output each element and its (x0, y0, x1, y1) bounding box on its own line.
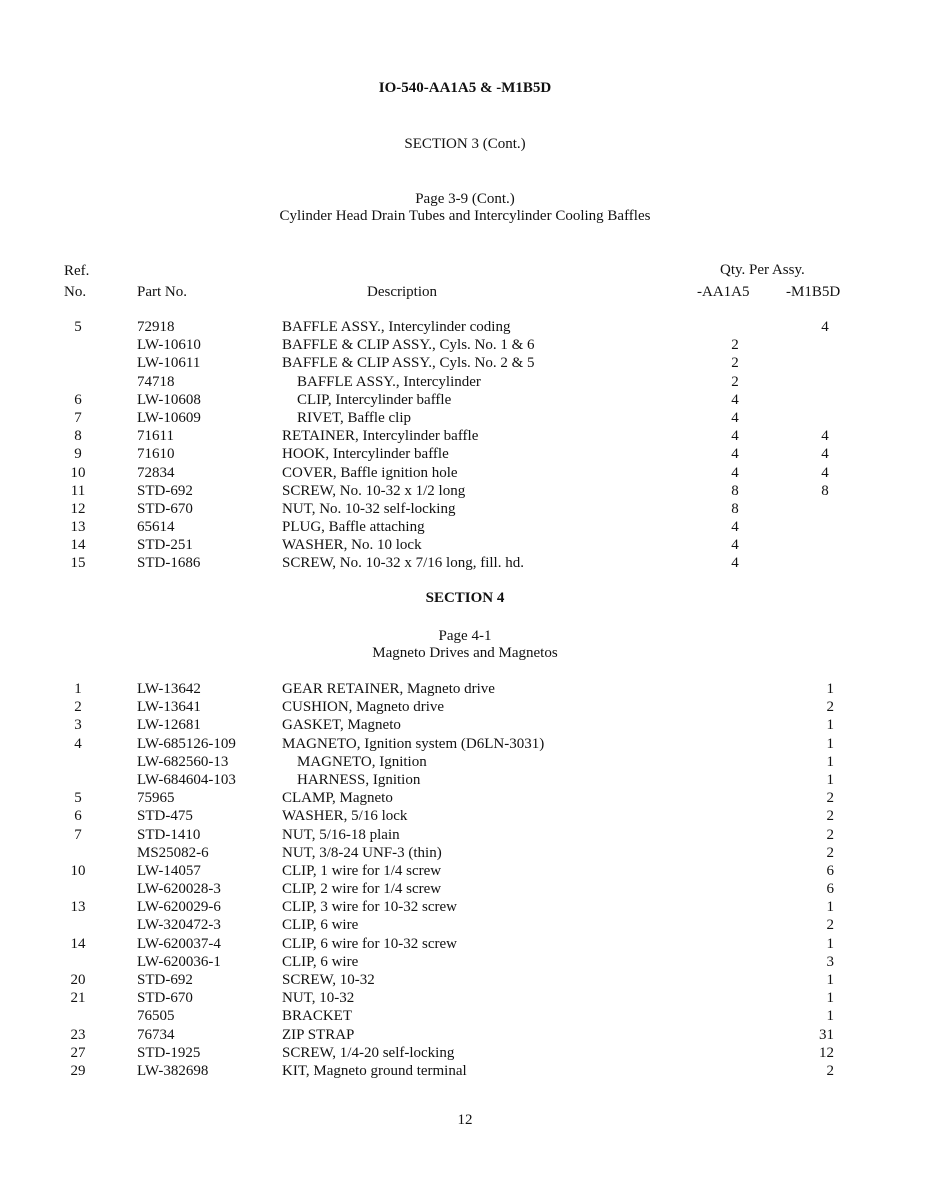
ref-number: 10 (70, 862, 86, 879)
part-number: STD-251 (137, 537, 193, 554)
section-3-subtitle: Cylinder Head Drain Tubes and Intercylinder Cooling Baffles (279, 208, 651, 224)
table-row (0, 680, 930, 698)
table-row (0, 373, 930, 391)
ref-number: 4 (74, 735, 82, 752)
part-description: HOOK, Intercylinder baffle (282, 446, 449, 463)
part-number: STD-475 (137, 808, 193, 825)
qty: 1 (826, 735, 834, 752)
ref-number: 5 (74, 319, 82, 335)
qty: 31 (819, 1026, 834, 1043)
table-row (0, 916, 930, 934)
ref-number: 13 (70, 899, 86, 916)
part-number: STD-1410 (137, 826, 201, 843)
qty: 2 (826, 790, 834, 807)
table-row (0, 989, 930, 1007)
table-row (0, 826, 930, 844)
ref-number: 5 (74, 790, 82, 807)
description-header: Description (367, 284, 437, 300)
ref-number: 14 (70, 935, 86, 952)
table-row (0, 1062, 930, 1080)
part-number: STD-692 (137, 972, 193, 988)
part-number: LW-320472-3 (137, 917, 221, 934)
part-number: STD-692 (137, 482, 193, 499)
qty: 1 (826, 935, 834, 952)
part-number: 75965 (137, 790, 175, 807)
part-description: NUT, 3/8-24 UNF-3 (thin) (282, 844, 442, 861)
qty-aa1a5: 4 (731, 446, 739, 463)
part-description: SCREW, No. 10-32 x 7/16 long, fill. hd. (282, 555, 524, 572)
table-row (0, 1007, 930, 1025)
qty-m1b5d: 4 (821, 446, 829, 463)
part-number: STD-1686 (137, 555, 201, 572)
table-row (0, 500, 930, 518)
part-description: CLIP, Intercylinder baffle (297, 391, 452, 408)
ref-number: 3 (74, 717, 82, 734)
section-4-page-ref: Page 4-1 (438, 628, 492, 644)
part-description: MAGNETO, Ignition system (D6LN-3031) (282, 735, 545, 752)
table-row (0, 789, 930, 807)
part-description: CLIP, 3 wire for 10-32 screw (282, 899, 457, 916)
ref-number: 11 (70, 482, 86, 499)
part-number: LW-13642 (137, 681, 201, 697)
ref-number: 2 (74, 699, 82, 716)
section-3-heading: SECTION 3 (Cont.) (404, 136, 526, 152)
part-number: LW-620028-3 (137, 881, 221, 898)
part-description: CLAMP, Magneto (282, 790, 393, 807)
part-description: CLIP, 1 wire for 1/4 screw (282, 862, 442, 879)
qty: 2 (826, 808, 834, 825)
table-row (0, 336, 930, 354)
table-row (0, 880, 930, 898)
qty: 1 (826, 990, 834, 1007)
part-number: LW-13641 (137, 699, 201, 716)
table-row (0, 716, 930, 734)
table-row (0, 862, 930, 880)
part-description: NUT, 10-32 (282, 990, 355, 1007)
part-number: STD-670 (137, 990, 193, 1007)
part-description: BAFFLE ASSY., Intercylinder coding (282, 319, 511, 335)
part-number: STD-670 (137, 500, 193, 517)
ref-number: 13 (70, 519, 86, 536)
qty: 2 (826, 1062, 834, 1079)
ref-number: 12 (70, 500, 86, 517)
qty-aa1a5: 2 (731, 373, 739, 390)
part-description: BAFFLE ASSY., Intercylinder (297, 373, 481, 390)
ref-number: 29 (70, 1062, 86, 1079)
part-number: LW-14057 (137, 862, 201, 879)
part-no-header: Part No. (137, 284, 187, 300)
part-number: STD-1925 (137, 1044, 201, 1061)
qty-aa1a5: 4 (731, 391, 739, 408)
table-row (0, 409, 930, 427)
qty: 2 (826, 826, 834, 843)
part-number: LW-10611 (137, 355, 201, 372)
qty: 2 (826, 844, 834, 861)
qty-aa1a5: 4 (731, 537, 739, 554)
qty: 1 (826, 771, 834, 788)
qty: 6 (826, 862, 834, 879)
part-description: ZIP STRAP (282, 1026, 355, 1043)
table-row (0, 518, 930, 536)
part-description: BRACKET (282, 1008, 353, 1025)
qty-aa1a5: 2 (731, 337, 739, 354)
part-number: LW-620029-6 (137, 899, 221, 916)
part-description: PLUG, Baffle attaching (282, 519, 425, 536)
table-row (0, 753, 930, 771)
document-title: IO-540-AA1A5 & -M1B5D (378, 80, 552, 96)
part-number: 71611 (137, 428, 174, 445)
table-row (0, 318, 930, 336)
qty: 1 (826, 753, 834, 770)
qty-aa1a5: 4 (731, 519, 739, 536)
part-description: NUT, 5/16-18 plain (282, 826, 400, 843)
table-row (0, 935, 930, 953)
qty: 1 (826, 972, 834, 988)
part-description: BAFFLE & CLIP ASSY., Cyls. No. 1 & 6 (282, 337, 535, 354)
qty-aa1a5: 8 (731, 500, 739, 517)
part-description: MAGNETO, Ignition (297, 753, 427, 770)
table-row (0, 445, 930, 463)
ref-number: 9 (74, 446, 82, 463)
ref-number: 1 (74, 681, 82, 697)
ref-header-line2: No. (64, 284, 87, 300)
qty: 2 (826, 699, 834, 716)
part-description: RIVET, Baffle clip (297, 409, 411, 426)
part-number: 76734 (137, 1026, 175, 1043)
part-number: LW-620037-4 (137, 935, 221, 952)
table-row (0, 391, 930, 409)
part-description: RETAINER, Intercylinder baffle (282, 428, 479, 445)
qty: 12 (819, 1044, 834, 1061)
part-number: LW-620036-1 (137, 953, 221, 970)
table-row (0, 554, 930, 572)
ref-header-line1: Ref. (64, 263, 90, 279)
part-description: SCREW, No. 10-32 x 1/2 long (282, 482, 466, 499)
ref-number: 14 (70, 537, 86, 554)
part-description: SCREW, 1/4-20 self-locking (282, 1044, 455, 1061)
part-description: WASHER, 5/16 lock (282, 808, 408, 825)
ref-number: 10 (70, 464, 86, 481)
table-row (0, 807, 930, 825)
part-description: WASHER, No. 10 lock (282, 537, 422, 554)
part-description: COVER, Baffle ignition hole (282, 464, 458, 481)
table-row (0, 354, 930, 372)
qty-header: Qty. Per Assy. (720, 262, 805, 278)
table-row (0, 735, 930, 753)
part-number: LW-10610 (137, 337, 201, 354)
page-number: 12 (457, 1112, 473, 1128)
table-row (0, 427, 930, 445)
ref-number: 27 (70, 1044, 86, 1061)
part-number: MS25082-6 (137, 844, 209, 861)
table-row (0, 844, 930, 862)
part-description: HARNESS, Ignition (297, 771, 421, 788)
qty-aa1a5: 4 (731, 428, 739, 445)
part-number: LW-682560-13 (137, 753, 229, 770)
part-number: LW-10609 (137, 409, 201, 426)
qty-aa1a5: 4 (731, 555, 739, 572)
qty-m1b5d: 8 (821, 482, 829, 499)
part-number: 72918 (137, 319, 175, 335)
section-4-subtitle: Magneto Drives and Magnetos (372, 645, 558, 661)
qty: 2 (826, 917, 834, 934)
part-description: BAFFLE & CLIP ASSY., Cyls. No. 2 & 5 (282, 355, 535, 372)
ref-number: 8 (74, 428, 82, 445)
ref-number: 21 (70, 990, 86, 1007)
part-description: CUSHION, Magneto drive (282, 699, 445, 716)
qty: 6 (826, 881, 834, 898)
section-4-heading: SECTION 4 (425, 590, 505, 606)
part-description: CLIP, 2 wire for 1/4 screw (282, 881, 442, 898)
ref-number: 20 (70, 972, 86, 988)
aa1a5-header: -AA1A5 (697, 284, 750, 300)
table-row (0, 482, 930, 500)
part-number: LW-12681 (137, 717, 201, 734)
qty-aa1a5: 8 (731, 482, 739, 499)
qty-m1b5d: 4 (821, 464, 829, 481)
part-number: LW-685126-109 (137, 735, 236, 752)
part-description: SCREW, 10-32 (282, 972, 375, 988)
qty: 3 (826, 953, 834, 970)
qty: 1 (826, 717, 834, 734)
part-description: CLIP, 6 wire (282, 917, 359, 934)
qty: 1 (826, 899, 834, 916)
section-3-page-ref: Page 3-9 (Cont.) (415, 191, 515, 207)
part-description: CLIP, 6 wire for 10-32 screw (282, 935, 457, 952)
part-description: GASKET, Magneto (282, 717, 401, 734)
table-row (0, 1044, 930, 1062)
part-number: LW-684604-103 (137, 771, 236, 788)
qty: 1 (826, 1008, 834, 1025)
qty-m1b5d: 4 (821, 428, 829, 445)
ref-number: 7 (74, 409, 82, 426)
table-row (0, 1026, 930, 1044)
section-4-parts-list (0, 680, 930, 1080)
table-row (0, 953, 930, 971)
part-description: KIT, Magneto ground terminal (282, 1062, 467, 1079)
ref-number: 6 (74, 391, 82, 408)
part-description: GEAR RETAINER, Magneto drive (282, 681, 495, 697)
part-number: 71610 (137, 446, 175, 463)
table-row (0, 464, 930, 482)
qty: 1 (826, 681, 834, 697)
ref-number: 6 (74, 808, 82, 825)
ref-number: 15 (70, 555, 86, 572)
table-row (0, 898, 930, 916)
part-number: 65614 (137, 519, 175, 536)
part-number: LW-10608 (137, 391, 201, 408)
section-3-parts-list (0, 318, 930, 573)
m1b5d-header: -M1B5D (786, 284, 841, 300)
ref-number: 7 (74, 826, 82, 843)
part-description: CLIP, 6 wire (282, 953, 359, 970)
ref-number: 23 (70, 1026, 86, 1043)
part-number: 76505 (137, 1008, 175, 1025)
qty-aa1a5: 4 (731, 464, 739, 481)
part-number: 74718 (137, 373, 175, 390)
table-row (0, 771, 930, 789)
qty-aa1a5: 4 (731, 409, 739, 426)
qty-m1b5d: 4 (821, 319, 829, 335)
part-number: 72834 (137, 464, 175, 481)
part-number: LW-382698 (137, 1062, 209, 1079)
qty-aa1a5: 2 (731, 355, 739, 372)
table-row (0, 698, 930, 716)
table-row (0, 971, 930, 989)
table-row (0, 536, 930, 554)
part-description: NUT, No. 10-32 self-locking (282, 500, 456, 517)
